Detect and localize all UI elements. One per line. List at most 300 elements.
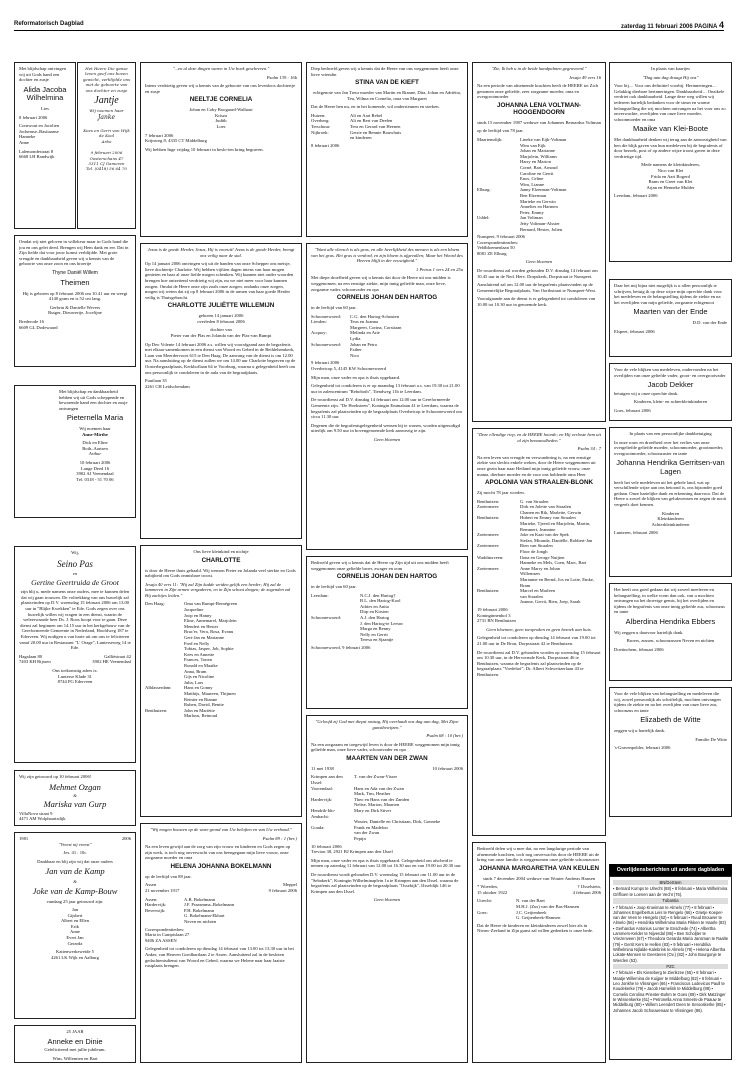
address-left: Hagalaan 80 7403 KH Rijssen [19, 653, 51, 665]
family-place: Hardervijk: [145, 902, 167, 908]
family-place: Uddel: [477, 215, 490, 221]
family-members: Floor de Jongh [520, 549, 548, 555]
ad-call-name: Janke [97, 113, 116, 121]
parent-line: Jochemse–Bastiaanse [19, 128, 59, 134]
ad-subtext: vandaag 25 jaar getrouwd zijn. [46, 898, 104, 904]
family-place: Schoonrewoerd: [311, 341, 342, 347]
death-ad-den-hartog [306, 243, 468, 550]
ad-signature: D.D. van der Ende [692, 320, 727, 325]
ad-intro: Voor de vele blijken van belangstelling en medeleven die wij, zowel persoonlijk als schriftelijk, mochten ontvangen tijdens de ziekte en na het overlijden van onze lieve zus, schoonzus en tante [614, 691, 721, 713]
family-list [311, 774, 463, 841]
ad-intro: Voor bij.... Voor ons definitief voorbij. Herinneringen.... Gelukkig dierbare herinneringen. Dankbaarheid.... Onzikele verdriet ook dankbaarheid. Lange deze weg willen wij iedereen hartelijk bedanken voor de steun en warme belangstelling die wij mochten ontvangen na het voor ons zo onverwachte, overlijden van onze lieve moeder, schoonmoeder en oma [614, 83, 726, 122]
family-place [477, 599, 517, 605]
other-papers-list [609, 876, 732, 1060]
family-members: Nelly en Gerrit [360, 631, 388, 637]
family-members: Eline, Annemarel, Marjolein [184, 618, 237, 624]
ad-conjunction: & [73, 793, 77, 799]
ad-intro: Op 14 januari 2006 ontvingen wij uit de handen van onze Schepper ons meisje, lieve dochtertje Charlotte. Wij hebben vijftien dagen intens van haar mogen genieten en haar al onze liefde mogen schenken. Wij kunnen niet onder woorden brengen hoe ontzettend verdrietig wij zijn, nu we niet meer voor haar kunnen zorgen. Omdat de Heere onze zijn zoals onze zorgen, ondanks onze zorgen, mogen wij weten dat zij op 8 februari 2006 in de armen van haar goede Herder veilig is Thuisgebracht. [145, 261, 294, 300]
family-place: Gouda: [311, 824, 325, 830]
family-members: en kinderen [350, 135, 372, 141]
ad-name: CORNELIS JOHAN DEN HARTOG [336, 573, 438, 581]
ad-conjunction: en [72, 570, 78, 576]
family-place: Benthuizen: [477, 588, 500, 594]
ad-body: Dat de Heere de kinderen en kleinkinderen zowel hier als in Nieuw-Zeeland in Zijn gunst zal willen gedenken is onze bede. [477, 922, 594, 934]
family-members: Johan en Petra [350, 341, 377, 347]
ad-intro: Het heeft ons goed gedaan dat wij zoveel meeleven en belangstelling, in welke vorm dan ook, van u mochten ontvangen na het droevige gemis, bij het overlijden en tijdens de begrafenis van onze innig geliefde zus, schoonzus en tante [614, 587, 725, 615]
family-place: Benthuizen: [145, 707, 168, 713]
family-place [477, 915, 513, 921]
ad-body: De rouwdienst wordt gehouden D.V. woensdag 15 februari om 11.00 uur in de "Sebakerk", Koningin Wilhelminaplein 1a te Krimpen aan den IJssel, waarna de begrafenis zal plaatsvinden op de begraafplaats "Ossekijk", IJsseldijk 146 te Krimpen aan den IJssel. [311, 871, 459, 894]
paper-name: BN/DeStem [613, 880, 728, 885]
year-start: 1981 [19, 836, 29, 841]
thanks-ad-van-klei: In plaats van kaartjes "Dag aan dag draagt Hij ons" Voor bij.... Voor ons definitief voorbij. Herinneringen.... Gelukkig dierbare herinneringen. Dankbaarheid.... Onzikele verdriet ook dankbaarheid. Lange deze weg willen wij iedereen hartelijk bedanken voor de steun en warme belangstelling die wij mochten ontvangen na het voor ons zo onverwachte, overlijden van onze lieve moeder, schoonmoeder en oma Maaike van Klei-Boote Met dankbaarheid denken wij terug aan de aanwezigheid van hen die blijk gaven van hun medeleven bij de begrafenis of door bezoek, post of op andere wijze troost gaven in deze verdrietige tijd. Mede namens de kleinkinderen, Nico van Klei Frida en Aart Bogerd Bram en Greet van Klei Arjan en Henneke Mulder Leerdam, februari 2006 [609, 62, 732, 262]
family-list [145, 601, 297, 718]
family-list [311, 593, 463, 643]
ad-note: Geen bloemen [373, 436, 401, 442]
family-list [477, 137, 601, 232]
ad-name: JOHANNA LENA VOLTMAN-HOOGENDOORN [496, 101, 582, 116]
death-ad-van-straalen [472, 428, 606, 836]
family-members: Julia, Lars [184, 679, 204, 685]
ad-body: Mijn man, onze vader en opa is thuis opgebaard. Gelegenheid om afscheid te nemen op zaterdag 11 februari van 12.00 tot 16.30 uur en van 19.00 tot 20.30 uur. [311, 857, 462, 869]
wedding-ad-ozgan [14, 770, 136, 826]
ad-signature: Mede namens de kleinkinderen, [641, 162, 700, 168]
ad-note: Wij hebben Inge vrijdag 10 februari in beslo-ten kring begraven. [145, 146, 264, 152]
ad-city: 6668 LH Randwijk [19, 154, 55, 160]
ad-intro: Intens verdrietig geven wij u kennis van de geboorte van ons levenloos dochtertje en zusje [145, 83, 296, 94]
family-members: van Straalen [520, 593, 543, 599]
paper-entries: ▪ 7 februari ▪ Els Kieseberg te Zierikzee (55) ▪ 8 februari ▪ Maatje Willemina de Kuijper te Middelburg (82) ▪ 6 februari ▪ Leo Jonkhe te Vlissingen (66) ▪ Franciscus Lodevicus Paull te Koudekerke (79) ▪ Jacob Hamelink te Middelburg (88) ▪ Cornelis Cerolina Priester-Buhm te Goes (89) ▪ Dirk Matzinger te Wissenkerke (61) ▪ Petronella Anna Smeets-de Paauw te Middelburg (80) ▪ Willem Leendert Deen te Serooskerke (85) ▪ Johannes Jacob Schouwenaar te Vlissingen (86). [613, 970, 726, 1013]
family-place: Hardervijk: [311, 796, 333, 802]
corr-label: Correspondentieadres: [477, 239, 519, 245]
family-members: G. van Straalen [520, 498, 549, 504]
family-members: Wim van Eijk [520, 142, 546, 148]
ad-intro: Na een leven gewijd aan de zorg van zijn vrouw en kinderen en Gods zegen op zijn werk, is toch nog onverwacht van ons heengegaan mijn lieve vrouw, onze zorgzame moeder en oma [145, 844, 291, 861]
ad-body: Voorafgaande aan de dienst is er gelegenheid tot condoleren van 10.00 tot 10.30 uur in genoemde kerk. [477, 296, 596, 308]
family-members: Fred en Nelly [184, 640, 210, 646]
ad-date: 10 februari 2006 [311, 843, 342, 849]
family-members: Annelies en Harmen [520, 204, 558, 210]
year-end: 2006 [121, 836, 131, 841]
ad-address: VillaNova straat 9 [19, 810, 53, 816]
family-members: M.H.J. (Zus) van der Bas-Hamsen [516, 904, 580, 910]
page-label: PAGINA [694, 24, 718, 30]
family-members: Theo en Hans van der Zanden [354, 796, 410, 802]
ad-quote-ref: Psalm 34 : 7 [577, 446, 601, 452]
ad-birth-details: Hij is geboren op 8 februari 2006 om 10.41 uur en weegt 4140 gram en is 52 cm lang. [22, 290, 128, 302]
family-members: van der Zwan [354, 830, 380, 836]
ad-call-name: Anne-Mirthe [82, 431, 108, 437]
ad-intro: Na een leven van vreugde en verwondering is, na een ernstige ziekte van slechts enkele weken, door de Heere weggenomen uit onze gezin haar naar Heiland mijn innig geliefde vrouw, onze mama, dierbare moeder en de voor ons hoblende oma Heer [477, 454, 596, 477]
ad-city: 5311 CJ Gameren [88, 160, 125, 166]
family-members: Hans en Ada van der Zwan [354, 785, 404, 791]
ad-address: Krijnweg 8, 4335 CT Middelburg [145, 138, 207, 144]
ad-date: 7 februari 2006 [145, 132, 174, 138]
ad-years: 25 JAAR [66, 1029, 84, 1034]
ad-address: Koninginnenhof 3 [477, 612, 511, 618]
family-list [145, 897, 297, 925]
ad-name: Jan van de Kamp [45, 866, 105, 877]
family-place: Overberg: [311, 118, 330, 124]
family-members: A.J. den Hartog [360, 615, 390, 621]
family-members: Caroline en Gerrit [520, 170, 554, 176]
family-members: J.C. Geijtenbeek [516, 909, 547, 915]
masthead-title: Reformatorisch Dagblad [14, 21, 84, 27]
ad-note: Geen bloemen [525, 259, 553, 265]
family-members: Rien van Straalen [520, 543, 553, 549]
date-page [621, 20, 724, 31]
ad-call-label: Wij noemen haar [79, 426, 111, 431]
family-members: Marjolein, Williams [520, 153, 557, 159]
ad-born: 15 oktober 1922 [477, 889, 508, 895]
ad-date: Goes, februari 2006 [614, 408, 651, 413]
family-list [477, 898, 601, 920]
ad-body: De rouwdienst zal worden gehouden D.V. dinsdag 14 februari om 10.45 uur in de Ned. Herv. Dorpskerk, Dorpstraat te Nunspeet. [477, 268, 598, 279]
ad-date: Elspeet, februari 2006 [614, 328, 655, 334]
ad-heading: In plaats van een persoonlijke dankbetuiging [629, 431, 712, 436]
family-place: Den Haag: [145, 601, 165, 607]
family-place: Zoetermeer: [477, 565, 500, 571]
family-members: J.F. Praasmma–Bokelmann [184, 902, 235, 908]
family-place: Waddinxveen: [477, 554, 504, 560]
paper-name: Tubantia [613, 898, 728, 903]
ad-date: 19 februari 2006 [477, 606, 508, 612]
ad-city: 8081 ZE Elburg [477, 250, 507, 256]
ad-name: Gertine Geertruida de Groot [31, 577, 119, 587]
family-members: Bruc'er, Vera, Rosa, Evanu [184, 629, 234, 635]
family-members: Peter, Emmy [520, 209, 544, 215]
family-members: G. Geijtenbeek-Hamsen [516, 915, 561, 921]
ad-name: Elizabeth de Witte [640, 715, 701, 725]
ad-city: 2731 BN Benthuizen [477, 618, 516, 624]
thanks-ad-ebbers [609, 583, 732, 681]
family-members: Kees en Annette [184, 651, 215, 657]
ad-quote: "Deze ellendige riep, en de HEERE hoorde; en Hij verloste hem uit al zijn benauwdheden." [477, 432, 601, 443]
ad-age: in de leeftijd van 60 jaar. [311, 584, 357, 590]
ad-body: Op Deo Volente 14 februari 2006 a.s. willen wij voorafgaand aan de begrafenis met elkaar samenkomen in een dienst van Woord en Gebed in de Bethlehemkerk, Laan van Meerdervoort 615 te Den Haag. De aanvang van de dienst is om 12.00 uur. Na aansluiting op de dienst zullen we om 14.00 uur Charlotte begraven op de Oosterbegraafplaats, Kerkhoflaan 64 te Voorburg, waarna u gelegenheid heeft om ons persoonlijk te condoleren in de aula van de begraafplaats. [145, 341, 296, 375]
ad-name: Seino Pas [57, 558, 93, 569]
ad-name: JOHANNA MARGARETHA VAN KEULEN [478, 864, 600, 872]
family-members: C.G. den Hartog-Schouten [350, 313, 399, 319]
family-members: Jacqueline [184, 607, 204, 613]
ad-body: zeggen wij u hartelijk dank. [614, 728, 666, 733]
ad-date: Nunspeet, 9 februari 2006 [477, 234, 525, 240]
ad-body: De rouwdienst zal D.V. dinsdag 14 februari om 12.00 uur in Gereformeerde Gemeente zijn. "De Hoeksteen", Koningin Emmalaan 41 te Leerdam, waarna de begrafenis zal plaatsvinden op de begraafplaats Overheicop te Schoonrewoerd om circa 11.30 uur. [311, 397, 462, 420]
ad-quote-ref: Psalm 139 : 16b [266, 74, 297, 80]
family-members: J. den Hartog-te Leeuw [360, 620, 404, 626]
ad-intro: Daar het mij bijna niet mogelijk is u allen persoonlijk te schrijven, betuig ik op deze wijze mijn oprechte dank voor het medeleven en de belangstelling tijdens de ziekte en na het overlijden van mijn geliefde, zorgzame echtgenoot [614, 283, 722, 305]
ad-intro: Omdat wij niet geloven in willekeur maar in Gods hand die jou en ons gelei deed. Brengen wij Hem dank en eer. Dat in Zijn liefde dat voor jouw komst verblijdde. Met grote vreugde en dankbaarheid geven wij u kennis van de geboorte van onze zoon en ons broertje [19, 239, 129, 267]
ad-died: 4 februari 2006 [572, 889, 601, 895]
wedding-ad-pas [14, 546, 136, 763]
ad-name: Maarten van der Ende [633, 307, 708, 317]
ad-body: Dat de Heere hen nu, en in het komende, wil ondersteunen en sterken. [311, 104, 440, 110]
future-address-label: Ons toekomstig adres is: [52, 667, 98, 673]
family-members: Reinier en Rianne [184, 696, 218, 702]
thanks-ad-de-witte [609, 687, 732, 817]
family-members: Mendert en Hester [184, 623, 219, 629]
family-place: Benthuizen: [477, 515, 500, 521]
family-place: Terschuur: [311, 124, 331, 130]
family-place: Nijbroek: [311, 129, 329, 135]
family-members: Janny Elzerman-Voltman [520, 187, 567, 193]
family-members: Wouter, Danielle en Christiaan, Dirk, Gonneke [354, 819, 441, 825]
birth-ad-alida [14, 62, 76, 229]
ad-name: APOLONIA VAN STRAALEN-BLONK [484, 479, 594, 487]
family-place: Alblasserdam: [145, 685, 172, 691]
ad-address: Fuutlaan 35 [145, 378, 167, 384]
ad-name: CORNELIS JOHAN DEN HARTOG [336, 294, 438, 302]
family-place: Elburg: [477, 187, 491, 193]
ad-name: Mariska van Gurp [43, 798, 107, 809]
family-list [311, 314, 463, 359]
ad-city: 4471 AM Wolphaartsdijk [19, 816, 66, 822]
ad-intro: Na een zorgzaam en toegewijd leven is door de HEERE weggenomen mijn innig geliefde man, onze lieve vader, schoonvader en opa [311, 741, 460, 753]
ad-parents: Dick en Eline [82, 440, 108, 446]
family-members: Marcel en Marleen [520, 588, 555, 594]
family-place: Beverwijk: [145, 907, 166, 913]
ad-date: 8 februari 2006 [311, 142, 340, 148]
ad-nick: Lies [41, 106, 49, 112]
family-members: A.B. Bokelmann [184, 896, 216, 902]
ad-intro: In onze rouw en droefheid over het verlies van onze overgeliefde geliefde moeder, schoonmoeder, grootmoeder, overgrootmoeder, schoonzuster en tante [614, 439, 724, 456]
family-members: P.H. Bokelmann [184, 907, 214, 913]
family-members: G. Bokelmann-Ekhart [184, 913, 225, 919]
ad-date: Leerdam, februari 2006 [614, 193, 658, 199]
family-place [311, 836, 351, 842]
ad-quote-ref: Psalm 89 : 1 (ber.) [262, 835, 297, 841]
family-members: Ilona en George Nuijten [520, 554, 565, 560]
family-members: Ali en Aart Rebel [350, 112, 383, 118]
family-members: Marieke en Gerwin [520, 198, 556, 204]
ad-intro: Bedroefd delen wij u mee dat, na een langdurige periode van afnemende krachten, toch nog onverwachts door de HEERE uit de kring van onze familie is weggenomen onze geliefde schoonzuster [477, 846, 600, 863]
family-members: N. van der Baet [516, 898, 545, 904]
family-place: Voorendaal: [311, 785, 334, 791]
ad-intro: Na een periode van afnemende krachten heeft de HEERE tot Zich genomen onze geliefde, zeer zorgzame moeder, oma en overgrootmoeder [477, 83, 599, 100]
ad-body: zijn blij u, mede namens onze ouders, mee te kunnen delen dat wij gaan trouwen. De voltrekking van ons huwelijk zal plaatsvinden op D.V. woensdag 15 februari 2006 om 13.00 uur in "Blijke Kwekken" te Ede. Gods zegen over ons huwelijk willen wij vragen in een dienst, waarin de weleerwaarde heer Ds. J. Roos hoopt voor te gaan. Deze dienst zal beginnen om 14.15 uur in het kerkgebouw van de Gereformeerde Gemeente in Nederland, Hoofdweg 187 te Ederveen. Wij nodigen u van harte uit om ons te feliciteren vanaf 20.00 uur in Restaurant "L' Orage", Lunterseweg 14 te Ede. [19, 589, 131, 651]
family-members: Wim, Lianne [520, 181, 545, 187]
family-members: Neven en nichten [184, 919, 217, 925]
death-ad-van-der-zwan [306, 715, 468, 1063]
ad-quote: "Wij mogen bouwen op de ware grond van Uw beloften en van Uw verbond." [150, 827, 292, 832]
ad-name: Joke van de Kamp-Bouw [32, 885, 118, 896]
family-members: Margreet, Corina, Corstiaan [350, 324, 402, 330]
ad-intro: Ons lieve kleinkind en nichtje [193, 549, 249, 554]
ad-date: 10 februari 2006 [79, 459, 111, 465]
ad-parents: Johan en Coby Boogaard-Walhout [189, 107, 253, 113]
death-ad-voltman [472, 62, 606, 422]
ad-intro: Dankbaar en blij zijn wij dat onze ouders [37, 858, 113, 864]
corr-label: Correspondentiedres: [145, 926, 185, 932]
ad-sibling: Arthur [88, 451, 102, 457]
ad-intro: Voor de vele blijken van medeleven, ondervonden na het overlijden van onze geliefde vader, groot- en overgrootvader [614, 367, 726, 378]
issue-date: zaterdag 11 februari 2006 [621, 24, 693, 30]
ad-intro: Het Heere Die ganse leven geef ons boven gewicht, verblijdde ons met de geboorte van ons dochter en zusje [82, 66, 131, 93]
death-ad-charlotte [140, 243, 302, 539]
ad-name: Maaike van Klei-Boote [632, 124, 709, 134]
ad-heading: Wij zijn getrouwd op 10 februari 2006! [19, 774, 92, 779]
thanks-ad-dekker [609, 363, 732, 421]
family-members: Stefan, Miranda, Daniëlle, Robbert-Jan [520, 537, 593, 543]
ad-age: op de leeftijd van 88 jaar. [145, 873, 192, 879]
ad-address: Lalemondestraat 8 [19, 148, 54, 154]
address-right: Galliëstraat 42 3902 HE Veenendaal [92, 653, 131, 665]
ad-born: geboren 14 januari 2006 [198, 313, 244, 319]
ad-body: Gelegenheid tot condoleren is er op maandag 13 februari a.s. van 19.30 tot 21.00 uur in zalencentrum "Rehoboth", Tiendweg 11b te Leerdam. [311, 383, 460, 394]
family-members: Corné, Bart, Arnoud [520, 164, 558, 170]
family-members: Pepijn [354, 836, 366, 842]
family-members: John en Mariëtte [184, 707, 215, 713]
ad-phone: Tel. (0418) 56 64 70 [86, 166, 127, 172]
family-members: T. van der Zwan-Visser [354, 774, 398, 780]
family-list [311, 113, 463, 141]
ad-quote: Jezus is de goede Herder, Jezus, Hij is vooruit! Jezus is de goede Herder, brengt ons veilig naar de stal. [147, 247, 295, 258]
ad-phone: Tel. 0318 - 51 70 06 [76, 476, 114, 482]
ad-age: op de leeftijd van 78 jaar. [477, 128, 524, 134]
ad-address: Trevion 38, 2921 BJ Krimpen aan den IJssel [311, 849, 393, 855]
ad-surname: Both–Aartsen [82, 445, 108, 451]
family-members: Joop en Hanny [184, 612, 212, 618]
page-header [14, 19, 724, 31]
family-members: Anna, Bram [184, 668, 207, 674]
ad-name: Pieternella Maria [66, 413, 124, 423]
ad-age: Zij mocht 78 jaar worden. [477, 490, 525, 496]
family-members: Enos, Celine [520, 176, 544, 182]
ad-name: HELENA JOHANNA BOKELMANN [170, 862, 272, 870]
ad-body: is door de Heere thuis gehaald. Wij wensen Pieter en Jolanda veel sterkte en Gods nabijheid om Gods onmisbare troost. [145, 567, 296, 579]
family-place: Zoetermeer: [477, 532, 500, 538]
family-members: Marlous, Reinoud [184, 713, 218, 719]
family-members: Hans en Gonny [184, 685, 213, 691]
family-members: Anne Marry en Johan [520, 565, 560, 571]
ad-city: 2261 CH Leidschendam [145, 383, 190, 389]
family-members: Marianne en Bernd, Jos en Lotte, Emke, Bram [520, 576, 595, 588]
ad-name: Anneke en Dinie [47, 1036, 103, 1046]
family-members: Gert-Jan en Marianne [184, 635, 225, 641]
ad-sibling: Arbo [101, 138, 112, 144]
family-members: B.L. den Hartog-Kool [360, 598, 401, 604]
ad-signature: Wim, Willemien en Bart [52, 1055, 98, 1061]
ad-name: CHARLOTTE [201, 556, 241, 564]
ad-name: Mehmet Ozgan [49, 781, 101, 792]
family-members: Marieke, Tjeerd en Marjolein, Martin, Remmert, Jeannine [520, 521, 591, 532]
ad-died: 9 februari 2006 [268, 888, 297, 894]
ad-parents: Pieter van der Plas en Jolanda van der Plas-van Rumpt [170, 333, 272, 339]
ad-date: Doetinchem, februari 2006 [614, 646, 664, 652]
death-ad-bokelmann: "Wij mogen bouwen op de ware grond van Uw beloften en van Uw verbond." Psalm 89 : 1 (ber.) Na een leven gewijd aan de zorg van zijn vrouw en kinderen en Gods zegen op zijn werk, is toch nog onverwacht van ons heengegaan mijn lieve vrouw, onze zorgzame moeder en oma HELENA JOHANNA BOKELMANN op de leeftijd van 88 jaar. Assen Meppel 21 november 1917 9 februari 2006 Assen: A.B. Bokelmann Hardervijk: J.F. Praasmma–Bokelmann Beverwijk: P.H. Bokelmann G. Bokelmann-Ekhart Neven en nichten Correspondentiedres: Maria in Campislaan 27 9406 ZA ASSEN Gelegenheid tot condoleren op dinsdag 14 februari van 13.00 tot 13.30 uur in het Anker, van Heuven Goedhartlaan 2 te Assen. Aansluitend zal in de besloten gedachtenisdienst van Woord en Gebed, waarna we Helene naar haar laatste rustplaats brengen. [140, 823, 302, 1063]
family-members: N.C.J. den Hartog† [360, 592, 396, 598]
ad-heading: Wij, [71, 550, 79, 555]
family-members: Nico [350, 352, 359, 358]
family-members: Frank en Madelon [354, 824, 388, 830]
family-members: Ruben, David, Bentte [184, 702, 224, 708]
family-place: Leerdam: [311, 592, 329, 598]
ad-died: overleden 8 februari 2006 [197, 318, 245, 324]
ad-address: Kattenwerkeweide 5 [56, 949, 94, 955]
family-place [477, 521, 517, 532]
ad-intro: Met diepe droefheid geven wij u kennis dat door de Heere uit ons midden is weggenomen, na een ernstige ziekte, mijn innig geliefde man, onze lieve, zorgzame vader, schoonvader en opa [311, 275, 451, 292]
ad-relation: dochter van [210, 327, 232, 333]
ad-quote-ref: Jes. 41 : 10c [63, 850, 87, 856]
ad-intro: Met blijdschap en dankbaarheid hebben wij uit Gods scheppende en bewarende hand een dochter en zusje ontvangen [59, 389, 128, 411]
family-place: Benthuizen: [477, 498, 500, 504]
family-members: Dirp en Kirsten [360, 609, 389, 615]
ad-parents: Gerbrin & Danielle Wevers [49, 304, 101, 310]
death-ad-stina [306, 62, 468, 237]
sibling-line: Hanneke [19, 134, 36, 140]
ad-address: Overheicop 5, 4145 KW Schoonrewoerd [311, 366, 387, 372]
birth-ad-pieternella [14, 385, 136, 518]
family-members: Jan Voltman [520, 215, 543, 221]
family-place: Huizen: [311, 112, 326, 118]
parent-line: Cornwout en Jacolien [19, 123, 60, 129]
ad-city: 3902 AJ Veenendaal [76, 471, 114, 477]
ad-quote: "Geloofd zij God met diepst ontzag, Hij overlaadt ons dag aan dag, Met Zijne gunstbewijzen." [315, 719, 459, 730]
family-place [145, 713, 181, 719]
ad-address: Veldbloemenlaan 50 [477, 245, 515, 251]
ad-intro: Diep bedroefd geven wij u kennis dat de Heere van ons weggenomen heeft onze lieve vriendin [311, 66, 459, 77]
family-place: Schoonrewoerd: [311, 313, 342, 319]
family-place: Maartensdijk: [477, 137, 503, 142]
ad-body: Gefeliciteerd met jullie jubileum. [44, 1047, 106, 1053]
ad-note: Geen bloemen, geen toespraken en geen bezoek aan huis. [486, 626, 592, 632]
ad-date: 9 februari 2006 [311, 360, 340, 366]
ad-body: Wij zeggen u daarvoor hartelijk dank. [614, 629, 684, 635]
ad-quote-ref: 1 Petrus 1 vers 24 en 25a [416, 266, 463, 272]
ad-subtext: sinds 15 november 1987 weduwe van Johannes Bernardus Voltman [477, 119, 601, 125]
ad-body: Gelegenheid tot condoleren op dinsdag 14 februari van 13.00 tot 13.30 uur in het Anker, van Heuven Goedhartlaan 2 te Assen. Aansluitend zal in de besloten gedachtenisdienst van Woord en Gebed, waarna we Helene naar haar laatste rustplaats brengen. [145, 946, 294, 969]
ad-date: 8 februari 2006 [19, 114, 48, 120]
ad-name: NEELTJE CORNELIA [189, 96, 253, 104]
ad-name: Johanna Hendrika Gerritsen-van Lagen [616, 458, 725, 476]
ad-name: STINA VAN DE KIEFT [355, 79, 419, 87]
ad-date: Schoonrewoerd, 9 februari 2006 [311, 645, 371, 651]
family-place: Utrecht: [477, 898, 493, 904]
family-members: Tobias, Jasper, Job, Sophie [184, 646, 234, 652]
family-members: Teresa en Sjaantje [360, 637, 394, 643]
family-place: Schoonrewoerd: [311, 615, 342, 621]
ad-city: 9406 ZA ASSEN [145, 937, 177, 943]
ad-body: Mijn man, onze vader en opa is thuis opgebaard. [311, 374, 401, 380]
family-place [477, 577, 517, 588]
death-ad-van-keulen: Bedroefd delen wij u mee dat, na een langdurige periode van afnemende krachten, toch nog onverwachts door de HEERE uit de kring van onze familie is weggenomen onze geliefde schoonzuster JOHANNA MARGARETHA VAN KEULEN sinds 7 december 2004 weduwe van Wouter Andreas Hansen * Woerden, † IJsselstein, 15 oktober 1922 4 februari 2006 Utrecht: N. van der Baet M.H.J. (Zus) van der Bas-Hamsen Goes: J.C. Geijtenbeek G. Geijtenbeek-Hamsen Dat de Heere de kinderen en kleinkinderen zowel hier als in Nieuw-Zeeland in Zijn gunst zal willen gedenken is onze bede. [472, 842, 606, 1063]
family-list [477, 499, 601, 605]
ad-intro: Met blijdschap ontvingen wij uit Gods hand een dochter en zusje [19, 66, 66, 83]
ad-body: heeft het vele medeleven uit het gehele land, wat op verschillende wijze aan ons betoond is, ons bijzonder goed gedaan. Onze hartelijke dank en erkenning daarvoor. Dat de Heere u zowel de blijken van gelukwensen en zegen de nooit vergeefs doet kennen. [614, 479, 727, 507]
family-place: Acquoy: [311, 330, 327, 336]
ad-name: Theimen [60, 278, 90, 288]
family-members: Harry en Marion [520, 159, 551, 165]
ad-city: 4261 LK Wijk en Aalburg [51, 954, 99, 960]
family-members: Esther [350, 347, 362, 353]
family-place [477, 227, 517, 233]
paper-entries: ▪ Bernard Komps te Ulrecht (88) ▪ 8 februari ▪ Maria Wilhelmina Griffioen te Loenen aan de Vecht (76). [613, 886, 728, 897]
family-place [311, 135, 347, 141]
death-ad-den-hartog-family [306, 556, 468, 709]
ad-city: 6609 GL Dodewaard [19, 324, 58, 330]
ad-signature: Familie De Witte [695, 736, 727, 742]
family-members: Ronald en Maaike [184, 663, 218, 669]
ad-name: Jacob Dekker [647, 380, 694, 390]
family-members: Mary en Dirk Stiver [354, 808, 392, 814]
ad-heading: In plaats van kaartjes [651, 66, 690, 71]
ad-intro: Bedroefd geven wij u kennis dat de Heere op Zijn tijd uit ons midden heeft weggenomen onze geliefde broer, zwager en oom [311, 560, 449, 571]
ad-address: Maria in Campislaan 27 [145, 932, 190, 938]
ad-age: in de leeftijd van 60 jaar. [311, 305, 357, 311]
family-members: Matthijs, Maureen, Thijmen [184, 690, 236, 696]
ad-quote-ref: Jesaja 49 vers 16 [568, 74, 601, 80]
ad-body: Degenen die de begrafenisgelegenheid wensen bij te wonen, worden uitgenodigd uiterlijk om 9.50 uur in bovengenoemde kerk aanwezig te zijn. [311, 422, 460, 434]
